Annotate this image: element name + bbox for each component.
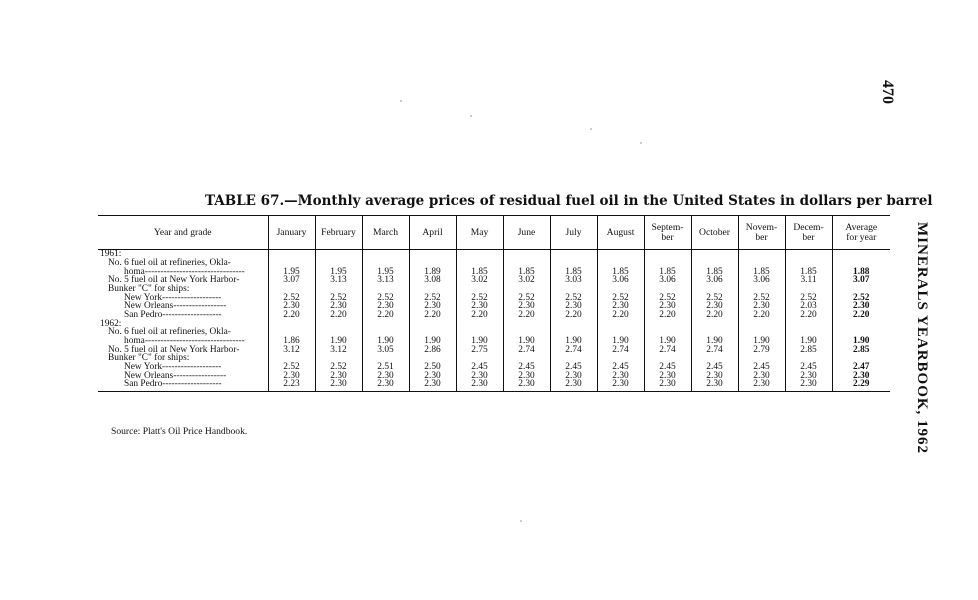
price-cell: 1.90: [503, 337, 550, 346]
dot-leader: -----------------: [173, 370, 227, 381]
price-cell: 2.52: [738, 293, 785, 302]
price-cell: 1.86: [268, 337, 315, 346]
dot-leader: --------------------------------: [144, 336, 245, 347]
price-cell: 1.90: [550, 337, 597, 346]
row-label-text: New Orleans: [124, 301, 174, 312]
price-cell: 2.30: [550, 372, 597, 381]
column-header: [691, 216, 738, 250]
price-cell: 2.20: [315, 311, 362, 320]
price-cell: 2.30: [268, 372, 315, 381]
price-cell: 1.85: [738, 267, 785, 276]
price-cell: 3.12: [315, 346, 362, 355]
price-cell: 2.20: [785, 311, 832, 320]
average-cell: 3.07: [832, 276, 890, 285]
price-cell: 2.30: [268, 302, 315, 311]
average-cell: 2.30: [832, 302, 890, 311]
price-cell: 2.52: [550, 293, 597, 302]
price-cell: 2.30: [644, 380, 691, 391]
price-cell: 2.52: [362, 293, 409, 302]
price-cell: [597, 320, 644, 329]
price-cell: [362, 250, 409, 259]
price-cell: [409, 320, 456, 329]
price-cell: 1.90: [315, 337, 362, 346]
average-cell: [832, 320, 890, 329]
price-cell: [644, 250, 691, 259]
price-cell: 2.79: [738, 346, 785, 355]
price-cell: [503, 320, 550, 329]
column-header: [644, 216, 691, 250]
price-cell: 2.74: [503, 346, 550, 355]
row-label-text: San Pedro: [124, 309, 163, 320]
price-cell: [785, 250, 832, 259]
row-label-text: No. 6 fuel oil at refineries, Okla-: [108, 257, 231, 268]
price-cell: 2.52: [691, 293, 738, 302]
column-header: [738, 216, 785, 250]
price-cell: 3.11: [785, 276, 832, 285]
price-cell: 3.13: [315, 276, 362, 285]
price-cell: [268, 250, 315, 259]
price-cell: 1.90: [691, 337, 738, 346]
price-cell: 2.30: [644, 372, 691, 381]
scan-speck: [470, 115, 472, 117]
price-cell: 3.03: [550, 276, 597, 285]
price-cell: 1.85: [550, 267, 597, 276]
column-header-line: March: [372, 226, 399, 238]
dot-leader: -------------------: [162, 309, 222, 320]
price-cell: [503, 250, 550, 259]
running-head: MINERALS YEARBOOK, 1962: [914, 222, 930, 455]
price-cell: 2.45: [597, 363, 644, 372]
price-cell: 2.30: [738, 372, 785, 381]
column-header: [832, 216, 890, 250]
price-cell: 2.30: [456, 302, 503, 311]
column-header: [315, 216, 362, 250]
price-cell: [315, 250, 362, 259]
dot-leader: -------------------: [162, 362, 222, 373]
price-cell: [268, 320, 315, 329]
column-header-line: May: [470, 226, 489, 238]
source-note: Source: Platt's Oil Price Handbook.: [111, 426, 248, 437]
average-cell: [832, 250, 890, 259]
price-cell: 2.52: [456, 293, 503, 302]
price-cell: 2.30: [691, 380, 738, 391]
column-header: [362, 216, 409, 250]
average-cell: 2.20: [832, 311, 890, 320]
price-cell: 2.50: [409, 363, 456, 372]
price-table-container: [98, 215, 890, 392]
price-cell: 3.06: [691, 276, 738, 285]
price-cell: 2.30: [738, 302, 785, 311]
table-row: [98, 311, 890, 320]
price-cell: 2.30: [409, 380, 456, 391]
price-cell: 2.20: [550, 311, 597, 320]
price-cell: 1.95: [315, 267, 362, 276]
price-cell: 2.30: [785, 372, 832, 381]
price-cell: 3.02: [456, 276, 503, 285]
column-header-line: August: [606, 226, 635, 238]
price-cell: 2.23: [268, 380, 315, 391]
column-header-line: ber: [755, 231, 768, 243]
table-row: [98, 346, 890, 355]
price-cell: 3.07: [268, 276, 315, 285]
price-cell: 2.30: [738, 380, 785, 391]
price-cell: 2.52: [268, 293, 315, 302]
price-cell: [456, 320, 503, 329]
dot-leader: --------------------------------: [144, 266, 245, 277]
price-cell: 2.30: [409, 302, 456, 311]
column-header-line: ber: [661, 231, 674, 243]
price-cell: 1.90: [362, 337, 409, 346]
price-cell: 2.30: [456, 372, 503, 381]
column-header-line: April: [422, 226, 443, 238]
price-cell: 2.45: [738, 363, 785, 372]
row-label-text: San Pedro: [124, 379, 163, 390]
price-cell: [644, 320, 691, 329]
dot-leader: -: [236, 344, 240, 355]
column-header: [503, 216, 550, 250]
price-cell: 2.85: [785, 346, 832, 355]
row-label-text: New York: [124, 292, 163, 303]
price-cell: 2.45: [503, 363, 550, 372]
row-label-text: New York: [124, 362, 163, 373]
average-cell: 1.88: [832, 267, 890, 276]
row-label: [98, 380, 268, 391]
dot-leader: -: [236, 275, 240, 286]
table-body: [98, 250, 890, 392]
column-header-line: for year: [846, 231, 877, 243]
price-cell: 2.45: [550, 363, 597, 372]
price-cell: 1.85: [503, 267, 550, 276]
price-cell: 2.45: [456, 363, 503, 372]
price-cell: 2.45: [691, 363, 738, 372]
table-row: [98, 276, 890, 285]
price-cell: 2.52: [785, 293, 832, 302]
column-header-line: July: [565, 226, 582, 238]
average-cell: 2.47: [832, 363, 890, 372]
price-cell: 2.30: [597, 302, 644, 311]
row-label-text: No. 6 fuel oil at refineries, Okla-: [108, 327, 231, 338]
column-header-line: June: [517, 226, 536, 238]
price-cell: [456, 250, 503, 259]
row-label-text: homa: [124, 336, 145, 347]
row-label-text: New Orleans: [124, 370, 174, 381]
price-cell: 2.30: [691, 302, 738, 311]
price-cell: [362, 320, 409, 329]
price-cell: [691, 250, 738, 259]
price-cell: 3.06: [597, 276, 644, 285]
column-header-line: January: [276, 226, 307, 238]
scan-speck: [590, 128, 592, 130]
price-cell: 2.30: [362, 372, 409, 381]
price-cell: 2.30: [315, 380, 362, 391]
price-cell: 2.30: [597, 372, 644, 381]
price-cell: 2.30: [362, 302, 409, 311]
price-cell: [785, 320, 832, 329]
row-label-text: No. 5 fuel oil at New York Harbor: [108, 275, 237, 286]
table-title: TABLE 67.—Monthly average prices of residual fuel oil in the United States in dollars per barrel: [205, 193, 933, 209]
row-label: [98, 311, 268, 320]
price-cell: 1.90: [785, 337, 832, 346]
price-cell: 2.30: [409, 372, 456, 381]
price-cell: 1.90: [738, 337, 785, 346]
price-cell: 2.30: [456, 380, 503, 391]
scan-speck: [640, 142, 642, 144]
price-cell: 2.30: [315, 372, 362, 381]
column-header-line: Decem-: [793, 222, 824, 233]
price-cell: 2.52: [597, 293, 644, 302]
row-label-text: 1962:: [100, 318, 122, 329]
price-cell: 2.30: [503, 372, 550, 381]
price-cell: 2.75: [456, 346, 503, 355]
column-header: [409, 216, 456, 250]
average-cell: 2.30: [832, 372, 890, 381]
page-number: 470: [879, 80, 896, 104]
price-cell: 2.45: [785, 363, 832, 372]
row-label-text: 1961:: [100, 249, 122, 260]
price-cell: 2.52: [315, 293, 362, 302]
price-cell: [738, 320, 785, 329]
price-cell: 2.52: [644, 293, 691, 302]
price-cell: 3.13: [362, 276, 409, 285]
price-cell: 3.02: [503, 276, 550, 285]
price-cell: [597, 250, 644, 259]
price-cell: 1.85: [644, 267, 691, 276]
price-cell: 1.85: [691, 267, 738, 276]
price-cell: 3.06: [738, 276, 785, 285]
column-header-line: October: [699, 226, 730, 238]
price-cell: 1.89: [409, 267, 456, 276]
price-cell: 2.74: [550, 346, 597, 355]
price-cell: 2.30: [315, 302, 362, 311]
price-cell: 2.30: [785, 380, 832, 391]
price-cell: 2.74: [691, 346, 738, 355]
average-cell: 2.29: [832, 380, 890, 391]
price-cell: 2.30: [597, 380, 644, 391]
price-cell: [691, 320, 738, 329]
price-cell: [738, 250, 785, 259]
dot-leader: -------------------: [162, 379, 222, 390]
price-cell: 2.20: [362, 311, 409, 320]
price-cell: 3.06: [644, 276, 691, 285]
price-cell: 1.85: [456, 267, 503, 276]
fuel-oil-price-table: [98, 215, 890, 392]
price-cell: 2.30: [550, 302, 597, 311]
row-label-text: homa: [124, 266, 145, 277]
row-label-text: Bunker "C" for ships:: [108, 353, 190, 364]
price-cell: 2.20: [691, 311, 738, 320]
column-header: [456, 216, 503, 250]
price-cell: 2.03: [785, 302, 832, 311]
price-cell: 1.90: [597, 337, 644, 346]
price-cell: 1.90: [456, 337, 503, 346]
price-cell: 2.30: [644, 302, 691, 311]
price-cell: 1.85: [597, 267, 644, 276]
price-cell: 2.51: [362, 363, 409, 372]
price-cell: 2.20: [456, 311, 503, 320]
scan-speck: [400, 100, 402, 102]
column-header: [268, 216, 315, 250]
price-cell: 1.90: [409, 337, 456, 346]
scan-speck: [520, 520, 522, 522]
column-header-line: Novem-: [745, 222, 778, 233]
column-header-line: Average: [845, 222, 878, 233]
column-header-year-and-grade: [98, 216, 268, 250]
price-cell: 3.05: [362, 346, 409, 355]
average-cell: 1.90: [832, 337, 890, 346]
table-row: [98, 380, 890, 391]
column-header: [597, 216, 644, 250]
price-cell: 2.74: [597, 346, 644, 355]
row-label-text: No. 5 fuel oil at New York Harbor: [108, 344, 237, 355]
price-cell: 2.20: [644, 311, 691, 320]
price-cell: [315, 320, 362, 329]
price-cell: 2.45: [644, 363, 691, 372]
dot-leader: -----------------: [173, 301, 227, 312]
column-header-line: ber: [802, 231, 815, 243]
price-cell: [550, 320, 597, 329]
price-cell: 3.08: [409, 276, 456, 285]
price-cell: 2.52: [409, 293, 456, 302]
price-cell: 2.20: [503, 311, 550, 320]
column-header-line: February: [321, 226, 356, 238]
price-cell: 1.95: [362, 267, 409, 276]
price-cell: 2.86: [409, 346, 456, 355]
price-cell: 2.52: [268, 363, 315, 372]
price-cell: [409, 250, 456, 259]
price-cell: 2.20: [409, 311, 456, 320]
average-cell: 2.85: [832, 346, 890, 355]
column-header: [550, 216, 597, 250]
row-label-text: Bunker "C" for ships:: [108, 283, 190, 294]
price-cell: 2.20: [597, 311, 644, 320]
price-cell: 3.12: [268, 346, 315, 355]
column-header-line: Septem-: [651, 222, 684, 233]
price-cell: 1.95: [268, 267, 315, 276]
price-cell: 2.30: [503, 380, 550, 391]
column-header-line: Year and grade: [153, 226, 212, 238]
price-cell: 2.30: [691, 372, 738, 381]
price-cell: 1.85: [785, 267, 832, 276]
table-header-row: [98, 216, 890, 250]
price-cell: 1.90: [644, 337, 691, 346]
price-cell: 2.30: [550, 380, 597, 391]
price-cell: 2.74: [644, 346, 691, 355]
dot-leader: -------------------: [162, 292, 222, 303]
price-cell: 2.52: [315, 363, 362, 372]
price-cell: [550, 250, 597, 259]
price-cell: 2.20: [268, 311, 315, 320]
price-cell: 2.52: [503, 293, 550, 302]
price-cell: 2.30: [362, 380, 409, 391]
average-cell: 2.52: [832, 293, 890, 302]
price-cell: 2.30: [503, 302, 550, 311]
price-cell: 2.20: [738, 311, 785, 320]
column-header: [785, 216, 832, 250]
